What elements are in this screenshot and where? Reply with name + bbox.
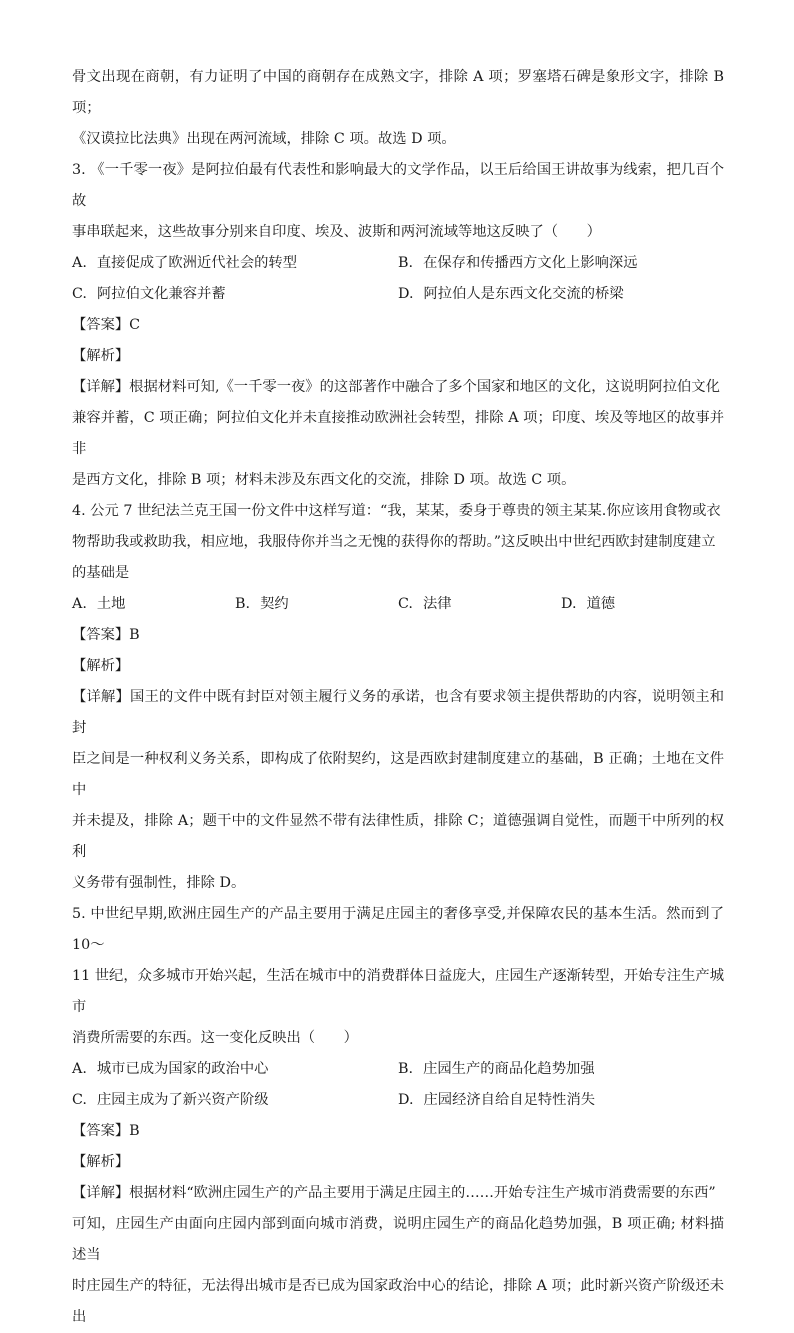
previous-answer-continuation [72,62,724,155]
options-row [72,589,724,620]
option-c: C. 阿拉伯文化兼容并蓄 [72,286,226,302]
text-line: 《汉谟拉比法典》出现在两河流域，排除 C 项。故选 D 项。 [72,131,456,147]
question-stem-line: 4. 公元 7 世纪法兰克王国一份文件中这样写道：“我，某某，委身于尊贵的领主某某.你应该用食物或衣 [72,503,721,519]
option-b: B. 在保存和传播西方文化上影响深远 [398,255,638,271]
question-stem-line: 3. 《一千零一夜》是阿拉伯最有代表性和影响最大的文学作品，以王后给国王讲故事为线索，把几百个故 [72,162,724,209]
detail-line: 兼容并蓄，C 项正确；阿拉伯文化并未直接推动欧洲社会转型，排除 A 项；印度、埃及等地区的故事并非 [72,410,724,457]
option-b: B. 庄园生产的商品化趋势加强 [398,1061,595,1077]
option-c: C. 法律 [398,596,452,612]
question-stem-line: 消费所需要的东西。这一变化反映出（ ） [72,1030,358,1046]
document-page [72,62,724,1333]
detail-line: 【详解】根据材料可知,《一千零一夜》的这部著作中融合了多个国家和地区的文化，这说明阿拉伯文化 [72,379,720,395]
answer-label: 【答案】C [72,317,141,333]
analysis-label: 【解析】 [72,1154,130,1170]
detail-line: 是西方文化，排除 B 项；材料未涉及东西文化的交流，排除 D 项。故选 C 项。 [72,472,576,488]
options-row [72,1054,724,1085]
question-stem-line: 的基础是 [72,565,130,581]
option-a: A. 土地 [72,596,126,612]
question-stem-line: 物帮助我或救助我，相应地，我服侍你并当之无愧的获得你的帮助。”这反映出中世纪西欧封建制度建立 [72,534,716,550]
text-line: 骨文出现在商朝，有力证明了中国的商朝存在成熟文字，排除 A 项；罗塞塔石碑是象形文字，排除 B 项； [72,69,724,116]
answer-label: 【答案】B [72,627,140,643]
analysis-label: 【解析】 [72,658,130,674]
option-c: C. 庄园主成为了新兴资产阶级 [72,1092,269,1108]
detail-line: 【详解】国王的文件中既有封臣对领主履行义务的承诺，也含有要求领主提供帮助的内容，说明领主和封 [72,689,724,736]
detail-line: 可知，庄园生产由面向庄园内部到面向城市消费，说明庄园生产的商品化趋势加强，B 项正确; 材料描述当 [72,1216,724,1263]
detail-line: 臣之间是一种权利义务关系，即构成了依附契约，这是西欧封建制度建立的基础，B 正确；土地在文件中 [72,751,724,798]
question-stem-line: 5. 中世纪早期,欧洲庄园生产的产品主要用于满足庄园主的奢侈享受,并保障农民的基本生活。然而到了 10～ [72,906,724,953]
detail-line: 义务带有强制性，排除 D。 [72,875,246,891]
options-row [72,248,724,279]
detail-line: 时庄园生产的特征，无法得出城市是否已成为国家政治中心的结论，排除 A 项；此时新兴资产阶级还未出 [72,1278,724,1325]
question-5 [72,899,724,1333]
options-row [72,279,724,310]
question-4 [72,496,724,899]
answer-label: 【答案】B [72,1123,140,1139]
option-d: D. 道德 [561,596,616,612]
detail-line: 【详解】根据材料“欧洲庄园生产的产品主要用于满足庄园主的……开始专注生产城市消费需要的东西” [72,1185,716,1201]
options-row [72,1085,724,1116]
option-a: A. 直接促成了欧洲近代社会的转型 [72,255,298,271]
option-d: D. 庄园经济自给自足特性消失 [398,1092,596,1108]
option-b: B. 契约 [235,596,289,612]
option-d: D. 阿拉伯人是东西文化交流的桥梁 [398,286,624,302]
analysis-label: 【解析】 [72,348,130,364]
detail-line: 并未提及，排除 A；题干中的文件显然不带有法律性质，排除 C；道德强调自觉性，而题干中所列的权利 [72,813,724,860]
question-3 [72,155,724,496]
option-a: A. 城市已成为国家的政治中心 [72,1061,269,1077]
question-stem-line: 事串联起来，这些故事分别来自印度、埃及、波斯和两河流域等地这反映了（ ） [72,224,601,240]
question-stem-line: 11 世纪，众多城市开始兴起，生活在城市中的消费群体日益庞大，庄园生产逐渐转型，开始专注生产城市 [72,968,724,1015]
